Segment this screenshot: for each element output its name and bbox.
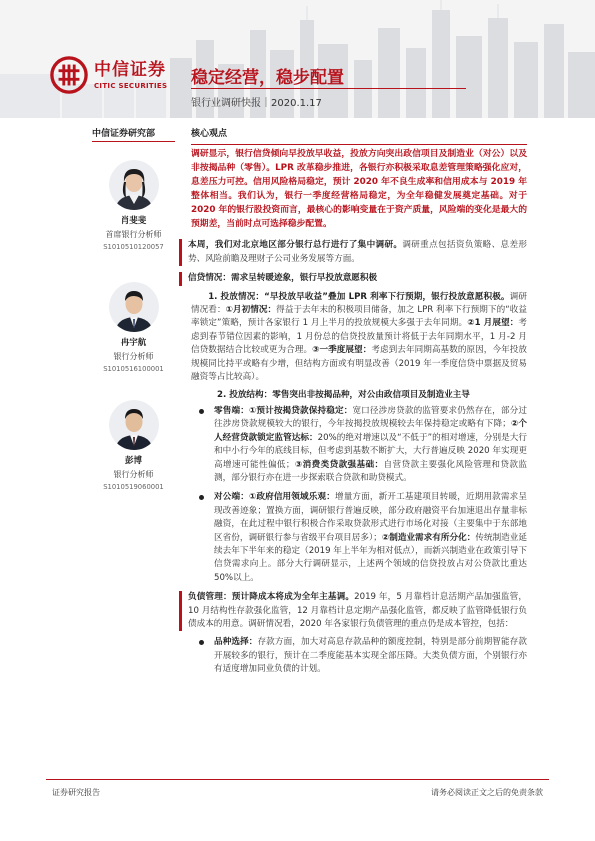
bullet-icon: [199, 409, 204, 414]
product-text: 存款方面，加大对高息存款品种的额度控制，特别是部分前期智能存款开展较多的银行，预计在二季度能基本实现全部压降。大类负债方面，个别银行亦有适度增加同业负债的计划。: [214, 637, 527, 675]
corporate-point-2-text: 传统制造业延续去年下半年来的稳定（2019 年上半年为相对低点），而新兴制造业在政策引导下信贷需求向上。部分大行调研显示，上述两个领域的信贷投放占对公贷款比重达 50%以上。: [214, 532, 527, 583]
corporate-label: 对公端：: [214, 492, 249, 503]
analyst-card: [92, 282, 175, 373]
sidebar-heading: 中信证券研究部: [92, 129, 156, 139]
core-summary: 调研显示，银行信贷倾向早投放早收益，投放方向突出政信项目及制造业（对公）以及非按揭品种（零售）。LPR 改革稳步推进，各银行亦积极采取息差管理策略强化应对，息差压力可控。信用风险格局稳定，预计 2020 年不良生成率和信用成本与 2019 年整体相当。我们认为，银行一季度经营格局稳定，为全年稳健发展奠定基础。对于 2020 年的银行股投资而言，最核心的影响变量在于资产质量，风险端的变化是最大的预期差，当前时点可选择稳步配置。: [191, 149, 527, 229]
product-label: 品种选择：: [214, 637, 258, 648]
core-views-heading: 核心观点: [191, 129, 228, 139]
avatar: [109, 400, 159, 450]
lending-point-2-text: 考虑到春节错位因素的影响，1 月份总的信贷投放量预计将低于去年同期水平，1 月-2 月信贷数据结合比较或更为合理。: [191, 318, 527, 356]
report-subtitle: 银行业调研快报｜2020.1.17: [191, 98, 322, 109]
lending-heading: 1. 投放情况：“早投放早收益”叠加 LPR 利率下行预期，银行投放意愿积极。: [208, 291, 510, 302]
analyst-name: 肖斐斐: [120, 216, 147, 226]
retail-point-1-text: 宽口径涉房贷款的监管要求仍然存在，部分过往涉房贷款规模较大的银行，今年按揭投放规模较去年保持稳定或略有下降；: [214, 405, 527, 430]
analyst-license-id: S1010516100001: [103, 365, 164, 373]
header-banner: [0, 0, 595, 118]
liability-lead: 负债管理：预计降成本将成为全年主基调。: [188, 592, 355, 603]
paragraph-liability: [179, 591, 527, 631]
list-item-corporate: [191, 491, 527, 585]
analyst-role: 银行分析师: [113, 352, 154, 361]
structure-heading: 2. 投放结构：零售突出非按揭品种，对公由政信项目及制造业主导: [217, 389, 470, 400]
lending-point-1-text: 得益于去年末的积极项目储备，加之 LPR 利率下行预期下的“收益率锁定”策略，预计各家银行 1 月上半月的投放规模大多强于去年同期。: [191, 305, 527, 329]
citic-logo-icon: [50, 56, 88, 94]
analyst-name: 冉宇航: [120, 338, 147, 348]
paragraph-intro: [179, 239, 527, 266]
lending-point-3-text: 考虑到去年同期高基数的原因，今年投放规模同比持平或略有少增，但结构方面或有明显改善（2019 年一季度信贷中票据及贸易融资等占比较高）。: [191, 345, 527, 383]
analyst-card: [92, 160, 175, 251]
intro-lead: 本周，我们对北京地区部分银行总行进行了集中调研。: [188, 240, 403, 251]
analyst-role: 银行分析师: [113, 470, 154, 479]
list-item-retail: [191, 405, 527, 485]
bullet-icon: [199, 495, 204, 500]
logo-english-name: CITIC SECURITIES: [94, 82, 168, 90]
corporate-point-1-label: ①政府信用领域乐观：: [248, 492, 335, 503]
avatar: [109, 160, 159, 210]
analyst-role: 首席银行分析师: [105, 230, 162, 239]
retail-point-3-label: ③消费类贷款强基础：: [294, 459, 384, 470]
lending-point-3-label: ③一季度展望：: [312, 345, 372, 356]
analyst-license-id: S1010519060001: [103, 483, 164, 491]
logo-chinese-name: 中信证券: [94, 60, 166, 80]
corporate-point-2-label: ②制造业需求有所分化：: [381, 532, 476, 543]
retail-point-2-label: ②个人经营贷款锁定监管达标：: [214, 419, 527, 443]
citic-logo: [50, 56, 167, 94]
title-divider: [191, 88, 466, 89]
main-content: [188, 126, 527, 677]
lending-point-1-label: ①月初情况：: [225, 305, 277, 316]
retail-point-2-text: 20%的绝对增速以及“不低于”的相对增速，分别是大行和中小行今年的底线目标，但考虑到基数不断扩大，大行普遍反映 2020 年实现更高增速可能性偏低；: [214, 432, 527, 470]
credit-heading: 信贷情况：需求呈转暖迹象，银行早投放意愿积极: [188, 273, 378, 284]
liability-text: 2019 年，5 月靠档计息活期产品加强监管，10 月结构性存款强化监管，12 月靠档计息定期产品强化监管，都反映了监管降低银行负债成本的用意。调研情况看，2020 年各家银行负债管理的重点仍是成本管控，包括：: [188, 592, 527, 629]
core-views-divider: [191, 144, 527, 145]
footer-divider: [46, 779, 549, 780]
avatar: [109, 282, 159, 332]
footer-disclaimer: 请务必阅读正文之后的免责条款: [431, 788, 543, 797]
list-item-product: [191, 636, 527, 676]
corporate-point-1-text: 增量方面，新开工基建项目转暖，近期用款需求呈现改善迹象；置换方面，调研银行普遍反映，部分政府融资平台加速退出存量非标融资，在此过程中银行积极合作采取贷款形式进行市场化对接（主要集中于东部地区省份，调研银行参与省级平台项目居多）；: [214, 492, 527, 543]
lending-text: 调研情况看：: [191, 291, 527, 316]
retail-point-3-text: 自营贷款主要强化风险管理和贷款监测，部分银行亦在进一步探索联合贷款和助贷模式。: [214, 459, 527, 483]
paragraph-lending: [191, 291, 527, 385]
bullet-icon: [199, 640, 204, 645]
lending-point-2-label: ②1 月展望：: [467, 318, 519, 329]
report-title: 稳定经营，稳步配置: [191, 68, 344, 88]
analyst-card: [92, 400, 175, 491]
sidebar-divider: [92, 141, 175, 142]
footer-report-type: 证券研究报告: [52, 788, 100, 797]
analyst-license-id: S1010510120057: [103, 243, 164, 251]
analyst-name: 彭博: [124, 456, 142, 466]
retail-label: 零售端：: [214, 405, 249, 416]
intro-text: 调研重点包括资负策略、息差形势、风险前瞻及理财子公司业务发展等方面。: [188, 240, 527, 264]
retail-point-1-label: ①预计按揭贷款保持稳定：: [248, 405, 353, 416]
paragraph-credit-heading: [179, 272, 527, 285]
